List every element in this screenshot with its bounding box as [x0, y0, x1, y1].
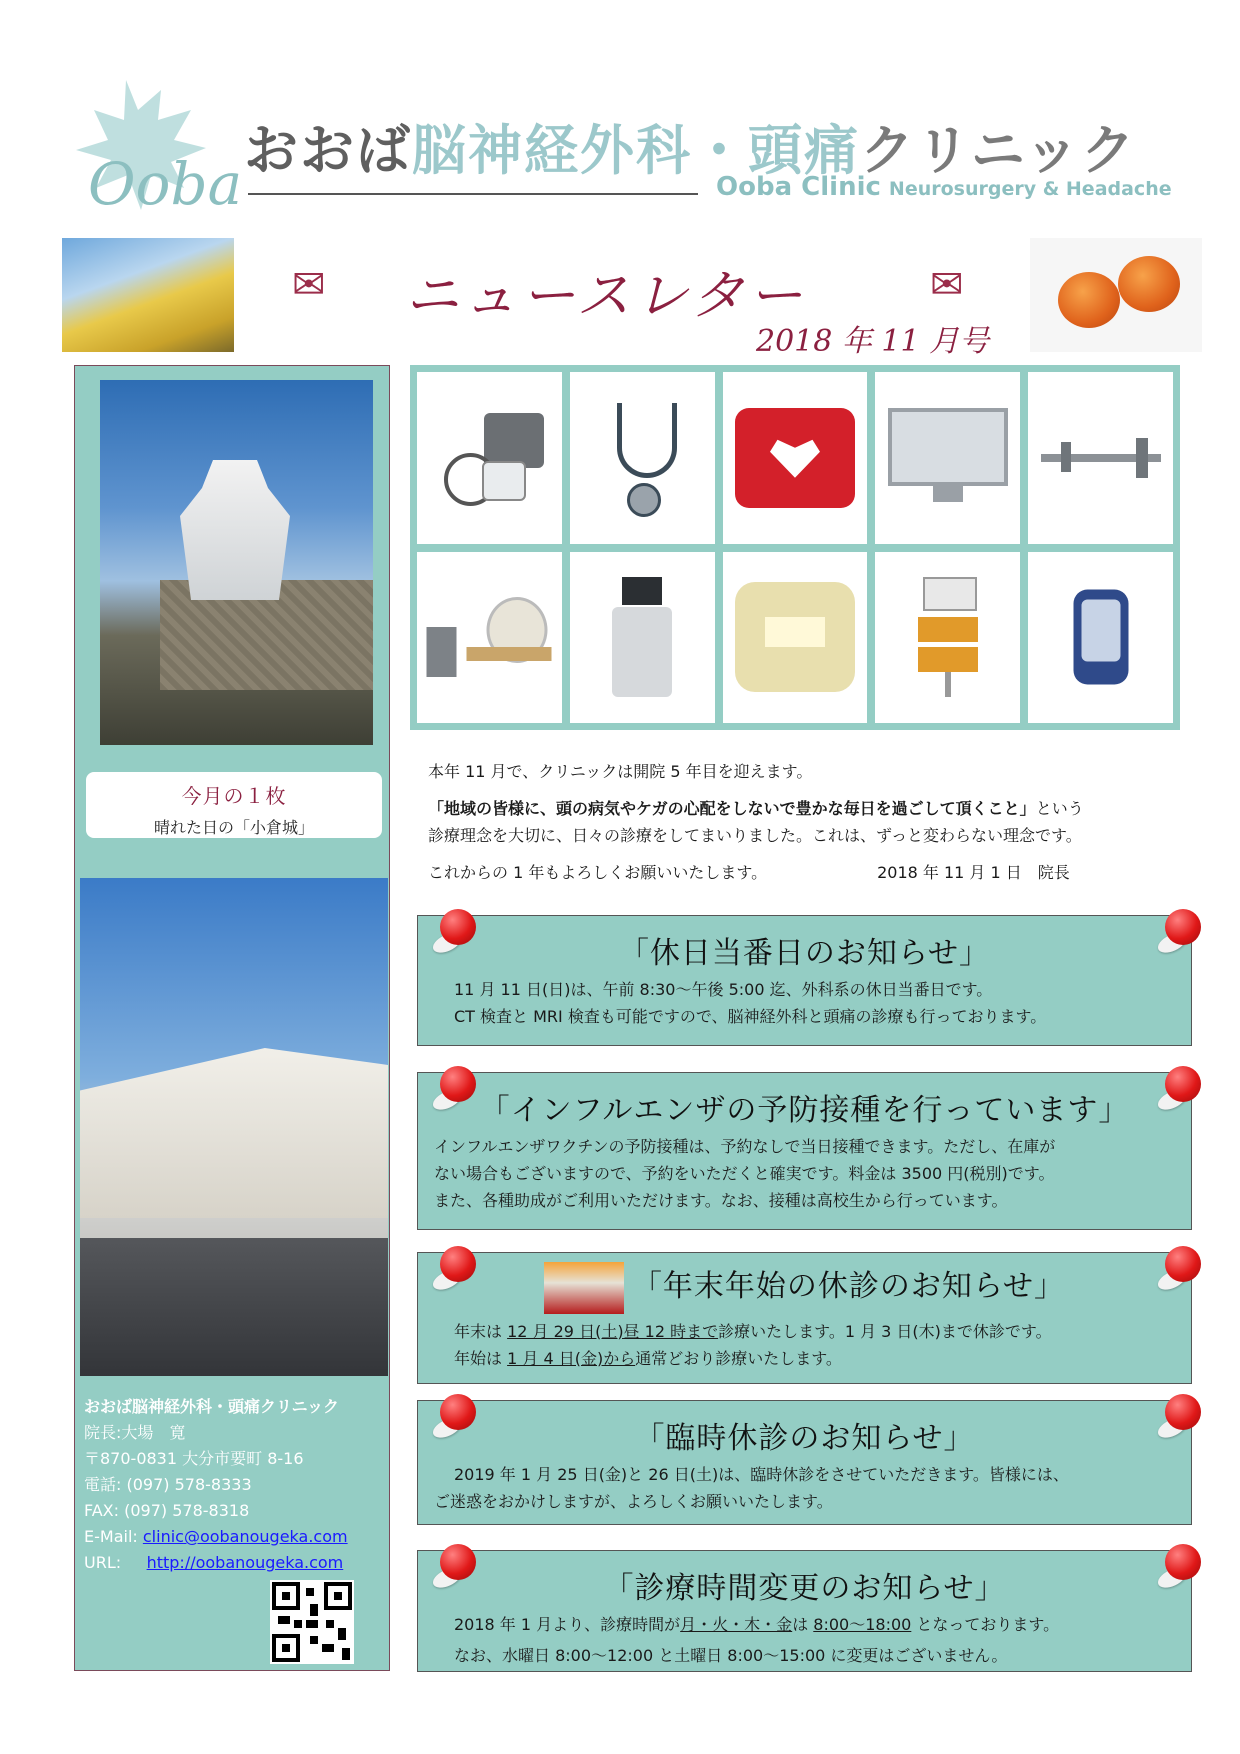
pushpin-icon [430, 1062, 482, 1114]
aed-case-shape [735, 408, 855, 508]
logo-script-text: Ooba [88, 150, 243, 218]
english-name-main: Ooba Clinic [716, 172, 881, 202]
pushpin-icon [430, 1540, 482, 1592]
notice-body [418, 1457, 1191, 1515]
clinic-title-part1: おおば [244, 119, 412, 182]
url-link[interactable]: http://oobanougeka.com [146, 1553, 344, 1572]
intro-line4 [428, 859, 1188, 886]
notice-line: CT 検査と MRI 検査も可能ですので、脳神経外科と頭痛の診療も行っております。 [454, 1007, 1047, 1026]
text-span: 通常どおり診療いたします。 [635, 1348, 842, 1368]
notice-holiday-duty [417, 915, 1192, 1046]
pushpin-icon [430, 905, 482, 957]
intro-line1: 本年 11 月で、クリニックは開院 5 年目を迎えます。 [428, 762, 813, 781]
equipment-therapy-device [875, 552, 1020, 724]
equipment-grid [410, 365, 1180, 730]
therapy-device-shape [913, 577, 983, 697]
text-span: 年末は [454, 1321, 508, 1341]
text-span-underlined: 8:00～18:00 [813, 1615, 912, 1634]
intro-line2-rest: という [1035, 799, 1084, 818]
kokura-castle-photo [100, 380, 373, 745]
notice-body [418, 1129, 1191, 1214]
text-span: となっております。 [911, 1615, 1060, 1634]
info-director: 院長:大場 寛 [84, 1423, 186, 1442]
monitor-shape [888, 408, 1008, 508]
text-span: は [792, 1615, 814, 1634]
clinic-title-part2: 脳神経外科・頭痛 [412, 119, 860, 182]
notice-line: なお、水曜日 8:00～12:00 と土曜日 8:00～15:00 に変更はございません。 [454, 1646, 1008, 1665]
notice-line: また、各種助成がご利用いただけます。なお、接種は高校生から行っています。 [434, 1191, 1008, 1210]
philosophy-text: 「地域の皆様に、頭の病気やケガの心配をしないで豊かな毎日を過ごして頂くこと」 [428, 799, 1036, 818]
stethoscope-shape [607, 403, 677, 513]
equipment-instrument [1028, 372, 1173, 544]
text-span-underlined: 月・火・木・金 [680, 1615, 793, 1634]
clinic-building [80, 1048, 388, 1218]
header-divider [248, 193, 698, 195]
notice-body [418, 1607, 1191, 1669]
text-span-underlined: 12 月 29 日(土)昼 12 時まで [507, 1321, 719, 1341]
notice-influenza [417, 1072, 1192, 1230]
intro-date-sign: 2018 年 11 月 1 日 院長 [877, 863, 1070, 882]
intro-line3: 診療理念を大切に、日々の診療をしてまいりました。これは、ずっと変わらない理念です。 [428, 826, 1082, 845]
kagami-mochi-image [544, 1262, 624, 1314]
bp-monitor-shape [434, 413, 544, 503]
pushpin-icon [1155, 1540, 1207, 1592]
notice-heading: 「年末年始の休診のお知らせ」 [631, 1269, 1066, 1304]
photo-of-month-caption [86, 772, 382, 838]
notice-line [454, 1318, 1171, 1345]
notice-line: インフルエンザワクチンの予防接種は、予約なしで当日接種できます。ただし、在庫が [434, 1137, 1056, 1156]
handheld-shape [1073, 590, 1128, 685]
persimmon-photo [1030, 238, 1202, 352]
text-span-underlined: 1 月 4 日(金)から [507, 1348, 636, 1368]
notice-line: 11 月 11 日(日)は、午前 8:30～午後 5:00 迄、外科系の休日当番日です。 [454, 980, 993, 999]
qr-code-icon[interactable] [270, 1580, 354, 1664]
text-span: 年始は [454, 1348, 508, 1368]
persimmon-fruit [1118, 256, 1180, 312]
notice-heading: 「インフルエンザの予防接種を行っています」 [479, 1093, 1130, 1128]
english-name [716, 172, 1172, 202]
pushpin-icon [1155, 1390, 1207, 1442]
info-fax: FAX: (097) 578-8318 [84, 1501, 250, 1520]
english-name-sub: Neurosurgery & Headache [888, 178, 1172, 200]
notice-line: 2019 年 1 月 25 日(金)と 26 日(土)は、臨時休診をさせていただきます。皆様には、 [454, 1465, 1069, 1484]
intro-line2 [428, 795, 1188, 822]
email-label: E-Mail: [84, 1527, 138, 1546]
equipment-handheld [1028, 552, 1173, 724]
ginkgo-photo [62, 238, 234, 352]
mri-shape [735, 582, 855, 692]
notice-heading-row [418, 1261, 1191, 1314]
photo-caption-text: 晴れた日の「小倉城」 [153, 818, 314, 837]
instrument-shape [1041, 438, 1161, 478]
url-label: URL: [84, 1553, 122, 1572]
notice-line [454, 1611, 1171, 1638]
equipment-mri [723, 552, 868, 724]
notice-line: ない場合もございますので、予約をいただくと確実です。料金は 3500 円(税別)です。 [434, 1164, 1055, 1183]
notice-heading: 「臨時休診のお知らせ」 [634, 1421, 975, 1456]
intro-text [428, 758, 1188, 886]
envelope-icon: ✉ [930, 262, 964, 308]
notice-hours-change [417, 1550, 1192, 1672]
notice-body [418, 972, 1191, 1030]
notice-temporary-closure [417, 1400, 1192, 1525]
info-email-row [84, 1524, 384, 1550]
photo-caption-title: 今月の１枚 [181, 784, 287, 808]
info-clinic-name: おおば脳神経外科・頭痛クリニック [84, 1397, 340, 1416]
notice-body [418, 1314, 1191, 1372]
pushpin-icon [430, 1390, 482, 1442]
equipment-computer-monitor [875, 372, 1020, 544]
castle-tower [180, 460, 290, 600]
clinic-title-part3: クリニック [860, 119, 1137, 182]
pushpin-icon [1155, 905, 1207, 957]
notice-heading: 「診療時間変更のお知らせ」 [603, 1571, 1006, 1606]
equipment-aed [723, 372, 868, 544]
pushpin-icon [1155, 1062, 1207, 1114]
info-address: 〒870-0831 大分市要町 8-16 [84, 1449, 304, 1468]
persimmon-fruit [1058, 272, 1120, 328]
equipment-ct-scanner [417, 552, 562, 724]
intro-closing: これからの 1 年もよろしくお願いいたします。 [428, 863, 768, 882]
notice-year-end [417, 1252, 1192, 1384]
issue-date: 2018 年 11 月号 [756, 324, 990, 359]
email-link[interactable]: clinic@oobanougeka.com [142, 1527, 348, 1546]
notice-line [454, 1345, 1171, 1372]
clinic-info [84, 1394, 384, 1576]
text-span: 2018 年 1 月より、診療時間が [454, 1615, 681, 1634]
text-span: 診療いたします。1 月 3 日(木)まで休診です。 [718, 1321, 1052, 1341]
equipment-stethoscope [570, 372, 715, 544]
info-url-row [84, 1550, 384, 1576]
ultrasound-shape [602, 577, 682, 697]
equipment-blood-pressure-monitor [417, 372, 562, 544]
pushpin-icon [430, 1242, 482, 1294]
clinic-building-photo [80, 878, 388, 1376]
equipment-ultrasound [570, 552, 715, 724]
envelope-icon: ✉ [292, 262, 326, 308]
parking-lot [80, 1238, 388, 1376]
notice-line: ご迷惑をおかけしますが、よろしくお願いいたします。 [434, 1492, 833, 1511]
newsletter-title: ニュースレター [405, 264, 807, 327]
notice-heading: 「休日当番日のお知らせ」 [618, 936, 991, 971]
pushpin-icon [1155, 1242, 1207, 1294]
ct-scanner-shape [427, 587, 552, 687]
info-phone: 電話: (097) 578-8333 [84, 1475, 252, 1494]
